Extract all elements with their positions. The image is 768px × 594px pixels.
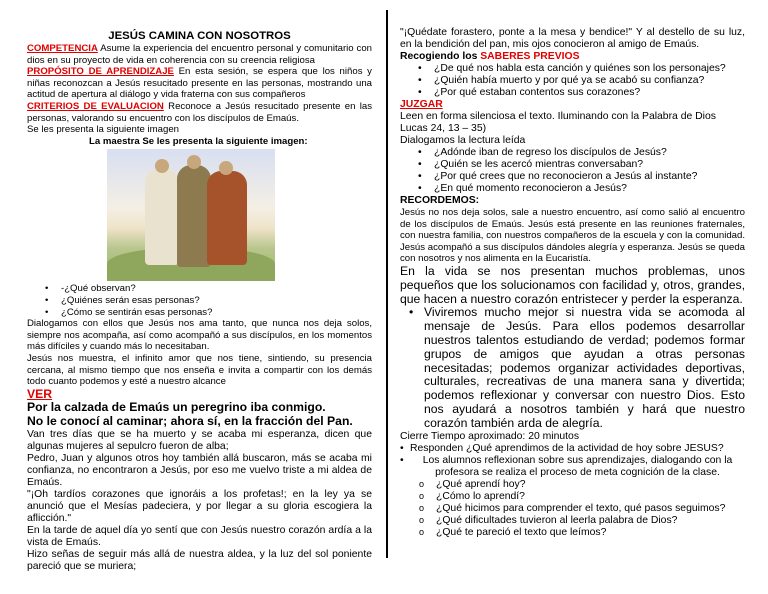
- dialogamos-lectura: Dialogamos la lectura leída: [400, 135, 526, 146]
- saberes-red: SABERES PREVIOS: [480, 51, 580, 62]
- list-item: • ¿Por qué crees que no reconocieron a Jesús al instante?: [400, 171, 745, 183]
- list-item: • ¿En qué momento reconocieron a Jesús?: [400, 183, 745, 195]
- maestra-line: La maestra Se les presenta la siguiente imagen:: [89, 135, 308, 147]
- proposito-text: En esta sesión, se espera que los niños y niñas reconozcan a Jesús resucitado presente en las personas, mostrando una actitud de apertura al diálogo y vida fraterna con sus compañeros: [27, 66, 372, 101]
- left-column: [27, 0, 372, 573]
- list-item: • ¿De qué nos habla esta canción y quiénes son los personajes?: [400, 63, 745, 75]
- song-stanza-3: "¡Oh tardíos corazones que ignoráis a los profetas!; en la ley ya se anunció que el Mesías padeciera, y por llegar a su gloria escogiera la aflicción.": [27, 489, 372, 525]
- juzgar-questions: [400, 147, 745, 195]
- criterios-paragraph: [27, 101, 372, 124]
- song-stanza-2: Pedro, Juan y algunos otros hoy también allá buscaron, más se acaba mi confianza, no encontraron a Jesús, por eso me vuelvo triste a mi aldea de Emaús.: [27, 453, 372, 489]
- emmaus-disciples-image: [107, 149, 275, 281]
- competencia-text: Asume la experiencia del encuentro personal y comunitario con dios en su proyecto de vida en coherencia con su creencia religiosa: [27, 43, 372, 66]
- document-title: JESÚS CAMINA CON NOSOTROS: [108, 30, 291, 42]
- competencia-label: COMPETENCIA: [27, 43, 98, 54]
- column-divider: [386, 10, 388, 558]
- right-column: [400, 0, 745, 539]
- recordemos-text: Jesús no nos deja solos, sale a nuestro encuentro, así como salió al encuentro de los discípulos de Emaús. Jesús está presente en las reuniones fraternales, con nuestra familia, con nuestros compañeros de la escuela y con la comunidad. Jesús acompañó a sus discípulos dándoles alegría y esperanza. Jesús se queda con nosotros y nos alimenta en la Eucaristía.: [400, 207, 745, 265]
- list-item: o ¿Qué dificultades tuvieron al leerla palabra de Dios?: [400, 515, 745, 527]
- list-item: o ¿Qué aprendí hoy?: [400, 479, 745, 491]
- song-refrain-2: No le conocí al caminar; ahora sí, en la fracción del Pan.: [27, 414, 353, 429]
- list-item: • Viviremos mucho mejor si nuestra vida se acomoda al mensaje de Jesús. Para ellos podemos desarrollar nuestros talentos estudiando de verdad; podemos formar grupos de amigos que ayudan a otras personas necesitadas; podemos organizar actividades deportivas, culturales, recreativas de una manera sana y divertida; podemos reflexionar y conversar con nuestro Dios. Esto nos ayudará a nosotros también y hará que nuestro corazón también arda de alegría.: [400, 306, 745, 430]
- ver-heading: VER: [27, 386, 53, 401]
- song-stanza-6: "¡Quédate forastero, ponte a la mesa y bendice!" Y al destello de su luz, en la bendición del pan, mis ojos conocieron al amigo de Emaús.: [400, 27, 745, 50]
- list-item: • ¿Por qué estaban contentos sus corazones?: [400, 87, 745, 99]
- list-item: • Responden ¿Qué aprendimos de la actividad de hoy sobre JESUS?: [400, 443, 745, 455]
- vida-paragraph: En la vida se nos presentan muchos problemas, unos pequeños que los solucionamos con facilidad y, otros, grandes, que hacen a nuestro corazón entristecer y perder la esperanza.: [400, 263, 745, 306]
- list-item: • ¿Cómo se sentirán esas personas?: [27, 307, 372, 319]
- list-item: • Los alumnos reflexionan sobre sus aprendizajes, dialogando con la profesora se realiza el proceso de meta cognición de la clase.: [400, 455, 745, 479]
- dialogamos-paragraph: Dialogamos con ellos que Jesús nos ama tanto, que nunca nos deja solos, siempre nos acompaña, así como acompañó a sus discípulos, en los momentos más difíciles y cuando más lo necesitaban.: [27, 318, 372, 353]
- list-item: • -¿Qué observan?: [27, 283, 372, 295]
- saberes-label: Recogiendo los: [400, 51, 481, 62]
- cierre-items: [400, 443, 745, 479]
- proposito-paragraph: [27, 66, 372, 101]
- song-stanza-4: En la tarde de aquel día yo sentí que con Jesús nuestro corazón ardía a la vista de Emaús.: [27, 525, 372, 549]
- metacognition-questions: [400, 479, 745, 539]
- saberes-heading: [400, 51, 745, 63]
- song-refrain-1: Por la calzada de Emaús un peregrino iba conmigo.: [27, 400, 326, 415]
- jesus-muestra-paragraph: Jesús nos muestra, el infinito amor que nos tiene, sintiendo, su presencia cercana, al mismo tiempo que nos enseña e invita a compartir con los demás todo cuanto podemos y esté a nuestro alcance: [27, 352, 372, 388]
- viviremos-list: [400, 306, 745, 430]
- observation-questions: [27, 283, 372, 318]
- competencia-paragraph: [27, 43, 372, 66]
- list-item: o ¿Qué te pareció el texto que leímos?: [400, 527, 745, 539]
- song-stanza-1: Van tres días que se ha muerto y se acaba mi esperanza, dicen que algunas mujeres al sepulcro fueron de alba;: [27, 429, 372, 453]
- cierre-line: Cierre Tiempo aproximado: 20 minutos: [400, 430, 580, 442]
- leen-line-2: Lucas 24, 13 – 35): [400, 123, 487, 134]
- list-item: o ¿Cómo lo aprendí?: [400, 491, 745, 503]
- list-item: o ¿Qué hicimos para comprender el texto, qué pasos seguimos?: [400, 503, 745, 515]
- juzgar-heading: JUZGAR: [400, 99, 443, 110]
- list-item: • ¿Quiénes serán esas personas?: [27, 295, 372, 307]
- list-item: • ¿Adónde iban de regreso los discípulos de Jesús?: [400, 147, 745, 159]
- proposito-label: PROPÓSITO DE APRENDIZAJE: [27, 66, 174, 78]
- criterios-label: CRITERIOS DE EVALUACION: [27, 100, 164, 112]
- list-item: • ¿Quién se les acercó mientras conversaban?: [400, 159, 745, 171]
- song-stanza-5: Hizo señas de seguir más allá de nuestra aldea, y la luz del sol poniente pareció que se muriera;: [27, 549, 372, 573]
- criterios-text: Reconoce a Jesús resucitado presente en las personas, valorando su encuentro con los discípulos de Emaús.: [27, 100, 373, 124]
- leen-line-1: Leen en forma silenciosa el texto. Iluminando con la Palabra de Dios: [400, 111, 716, 122]
- presenta-line: Se les presenta la siguiente imagen: [27, 124, 179, 136]
- saberes-questions: [400, 63, 745, 99]
- list-item: • ¿Quién había muerto y por qué ya se acabó su confianza?: [400, 75, 745, 87]
- recordemos-heading: RECORDEMOS:: [400, 195, 480, 206]
